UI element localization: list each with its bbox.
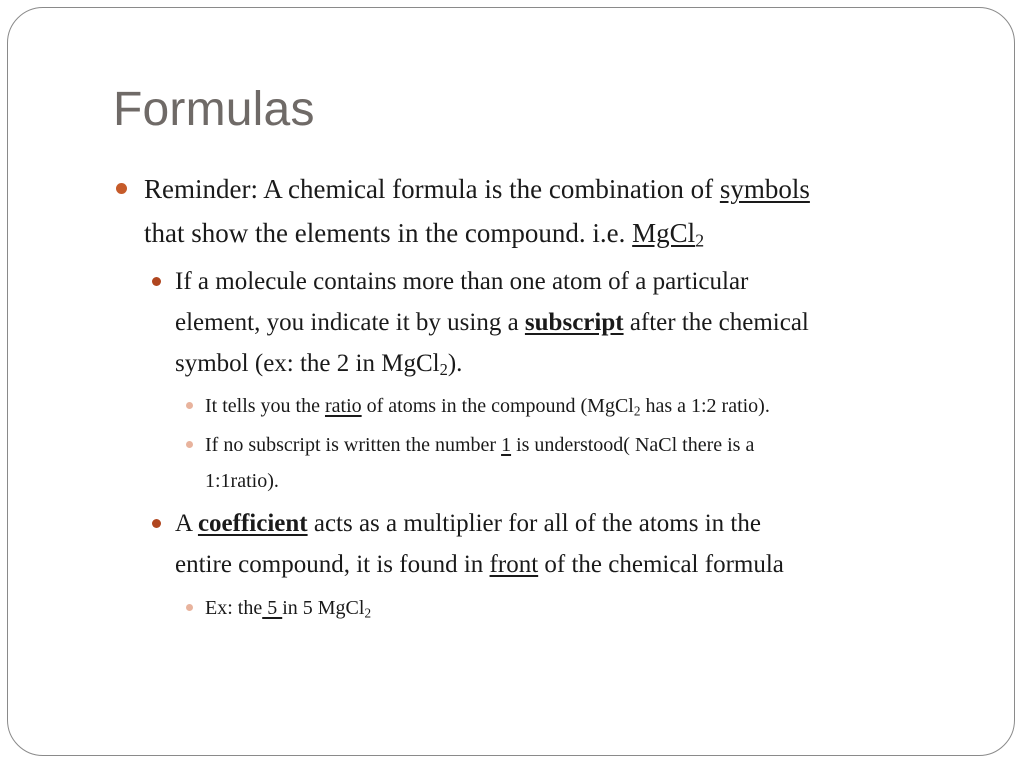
text-span: It tells you the bbox=[205, 395, 325, 417]
text-span: If no subscript is written the number bbox=[205, 434, 502, 456]
text-span: after the chemical bbox=[623, 309, 809, 336]
bullet-dot bbox=[116, 183, 127, 194]
text-span: element, you indicate it by using a bbox=[175, 309, 525, 336]
underlined-term-ratio: ratio bbox=[324, 395, 362, 417]
slide-title: Formulas bbox=[113, 83, 315, 136]
text-span: acts as a multiplier for all of the atoms in the bbox=[307, 510, 761, 537]
text-span: of the chemical formula bbox=[538, 551, 784, 578]
underlined-formula-mgcl2 bbox=[632, 218, 705, 251]
underlined-term-1: 1 bbox=[501, 434, 512, 456]
bullet-dot bbox=[152, 519, 161, 528]
bullet-text-reminder-line1 bbox=[144, 167, 810, 211]
underlined-term-5: 5 bbox=[262, 597, 283, 619]
formula-text: MgCl bbox=[632, 218, 696, 248]
text-span: ). bbox=[447, 350, 463, 377]
bold-term-subscript: subscript bbox=[524, 309, 624, 336]
bullet-text-reminder-line2 bbox=[144, 211, 704, 255]
bullet-text-coefficient-line2 bbox=[175, 544, 784, 585]
bullet-text-subscript-line3 bbox=[175, 343, 462, 384]
text-span: has a 1:2 ratio). bbox=[640, 395, 770, 417]
underlined-term-symbols: symbols bbox=[719, 174, 810, 204]
bullet-dot bbox=[186, 402, 193, 409]
bullet-text-subscript-line2 bbox=[175, 302, 809, 343]
bullet-text-no-subscript-line1 bbox=[205, 427, 754, 463]
text-span: symbol (ex: the 2 in MgCl bbox=[175, 350, 440, 377]
text-span: A bbox=[175, 510, 198, 537]
formula-subscript: 2 bbox=[439, 360, 448, 380]
text-span: Reminder: A chemical formula is the combination of bbox=[144, 174, 720, 204]
underlined-term-front: front bbox=[489, 551, 539, 578]
formula-subscript: 2 bbox=[364, 605, 372, 621]
bold-term-coefficient: coefficient bbox=[197, 510, 308, 537]
bullet-text-ratio bbox=[205, 388, 770, 424]
bullet-text-coefficient-line1 bbox=[175, 503, 761, 544]
bullet-dot bbox=[186, 441, 193, 448]
text-span: that show the elements in the compound. i.e. bbox=[144, 218, 633, 248]
bullet-dot bbox=[152, 277, 161, 286]
formula-subscript: 2 bbox=[633, 403, 641, 419]
text-span: is understood( NaCl there is a bbox=[511, 434, 755, 456]
bullet-text-example bbox=[205, 590, 371, 626]
text-span: Ex: the bbox=[205, 597, 263, 619]
bullet-text-no-subscript-line2: 1:1ratio). bbox=[205, 470, 279, 492]
bullet-dot bbox=[186, 604, 193, 611]
text-span: in 5 MgCl bbox=[282, 597, 365, 619]
formula-subscript: 2 bbox=[695, 230, 705, 251]
text-span: of atoms in the compound (MgCl bbox=[361, 395, 634, 417]
bullet-text-subscript-line1: If a molecule contains more than one atom of a particular bbox=[175, 268, 749, 295]
text-span: entire compound, it is found in bbox=[175, 551, 490, 578]
